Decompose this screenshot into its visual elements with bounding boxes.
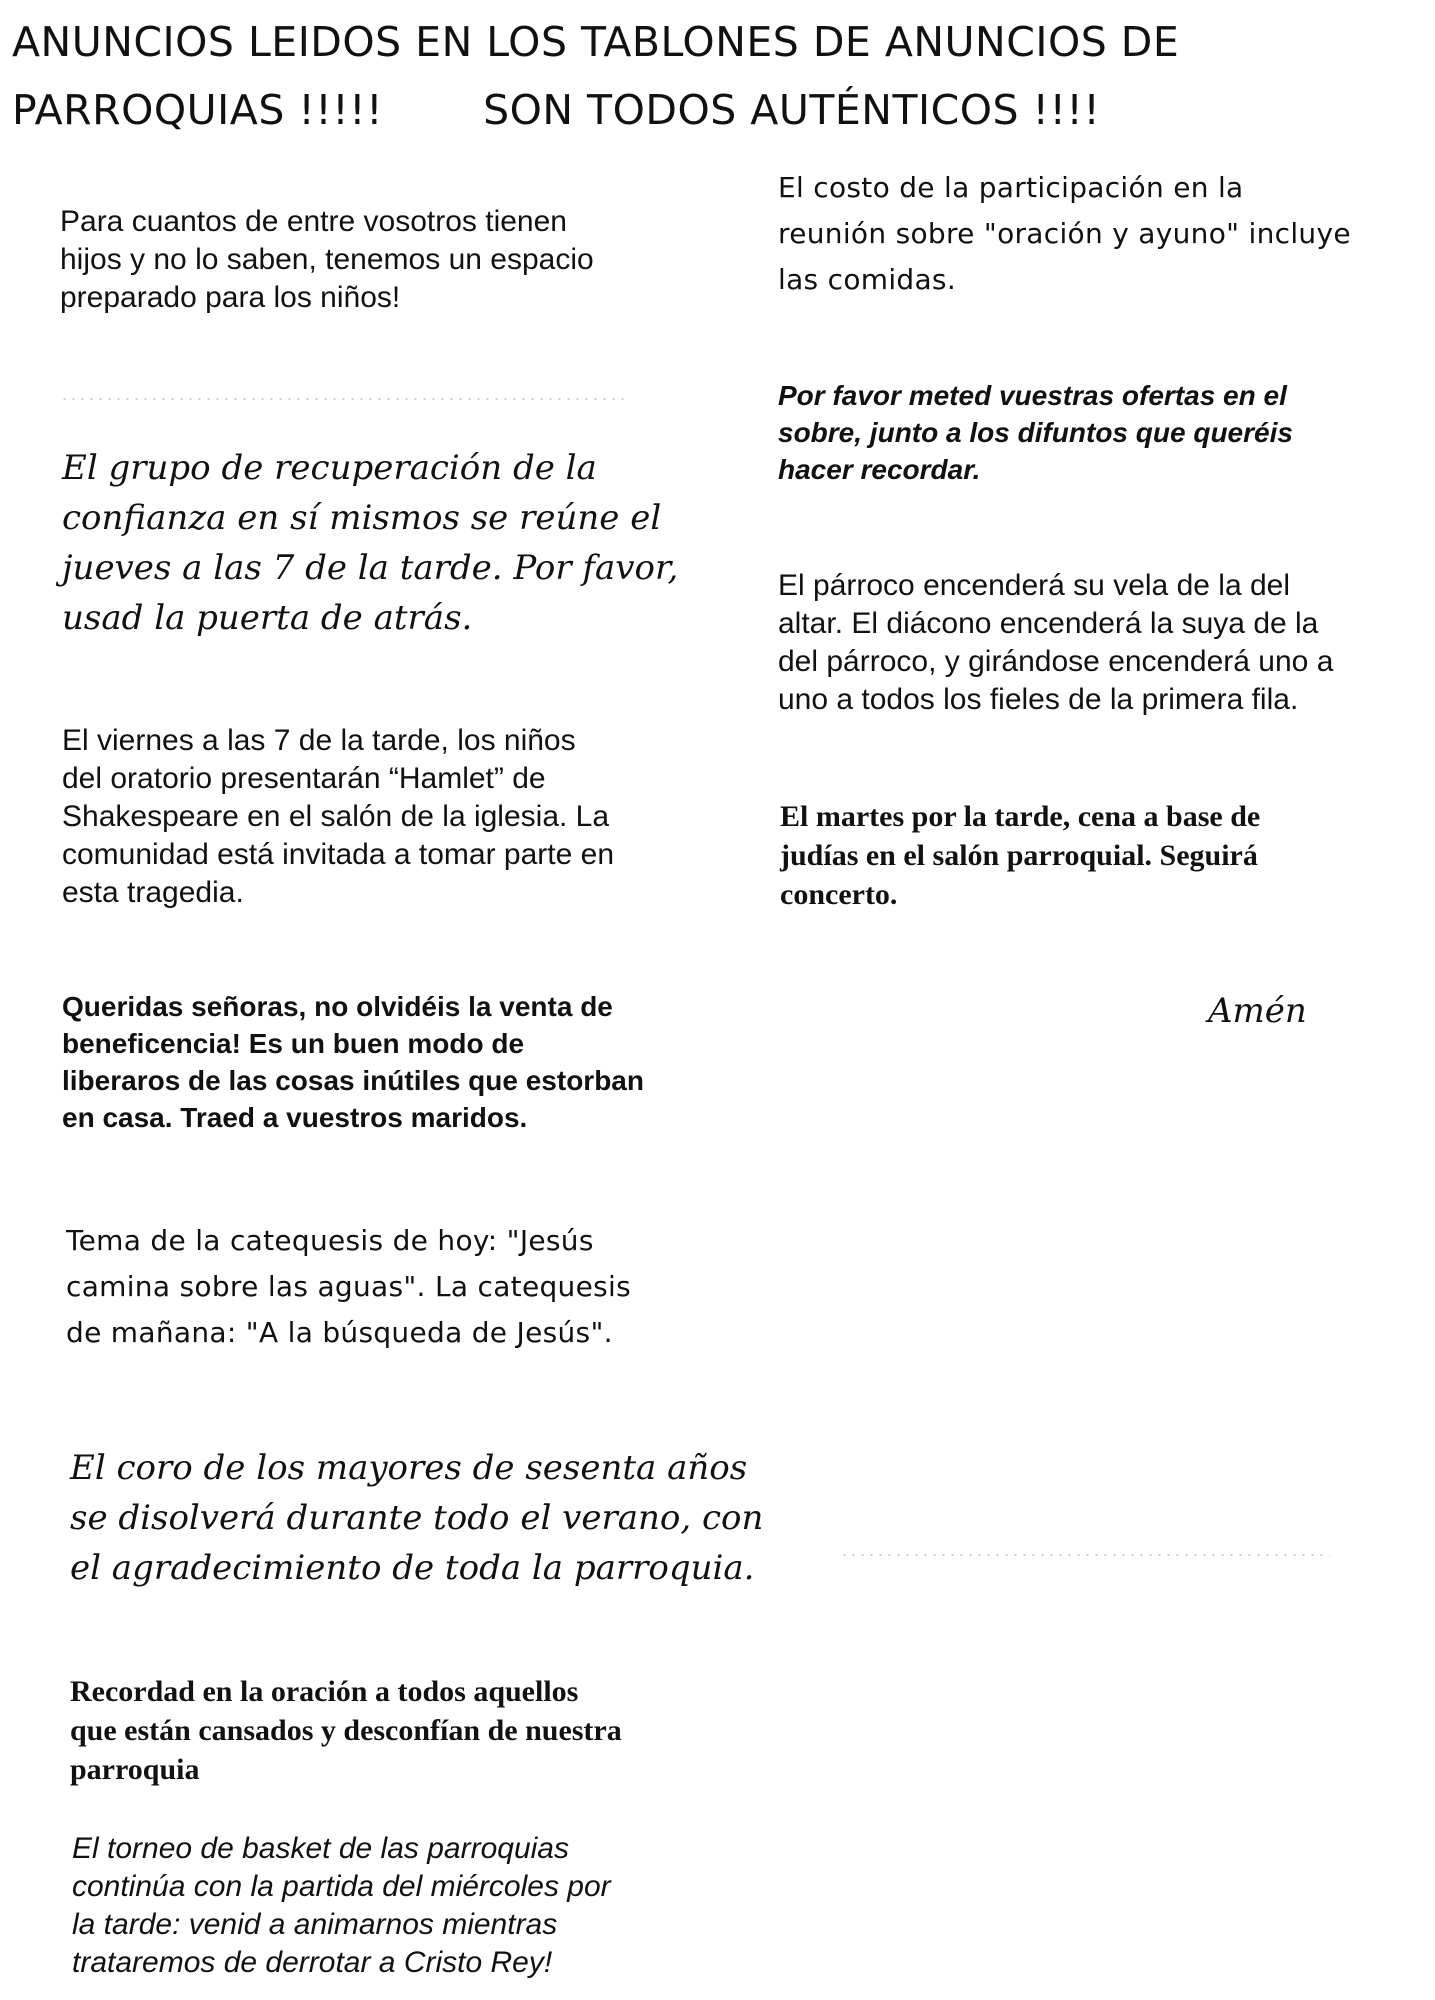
title-line-1: ANUNCIOS LEIDOS EN LOS TABLONES DE ANUNCIOS DE bbox=[12, 18, 1180, 66]
title-line-2a: PARROQUIAS !!!!! bbox=[12, 86, 384, 134]
notice-children-space: Para cuantos de entre vosotros tienen hijos y no lo saben, tenemos un espacio preparado para los niños! bbox=[60, 205, 594, 314]
notice-catechesis: Tema de la catequesis de hoy: "Jesús camina sobre las aguas". La catequesis de mañana: "A la búsqueda de Jesús". bbox=[66, 1224, 631, 1349]
scan-speckle-left bbox=[60, 396, 630, 402]
notice-bean-dinner: El martes por la tarde, cena a base de judías en el salón parroquial. Seguirá concerto. bbox=[780, 800, 1261, 911]
scan-speckle-right bbox=[840, 1552, 1330, 1558]
notice-candles: El párroco encenderá su vela de la del altar. El diácono encenderá la suya de la del párroco, y girándose encenderá uno a uno a todos los fieles de la primera fila. bbox=[778, 569, 1334, 716]
page-title bbox=[12, 8, 1412, 144]
notice-offerings: Por favor meted vuestras ofertas en el sobre, junto a los difuntos que queréis hacer recordar. bbox=[778, 380, 1293, 485]
notice-hamlet: El viernes a las 7 de la tarde, los niños del oratorio presentarán “Hamlet” de Shakespeare en el salón de la iglesia. La comunidad está invitada a tomar parte en esta tragedia. bbox=[62, 724, 614, 909]
notice-basket-tournament: El torneo de basket de las parroquias continúa con la partida del miércoles por la tarde: venid a animarnos mientras trataremos de derrotar a Cristo Rey! bbox=[72, 1832, 611, 1979]
notice-choir: El coro de los mayores de sesenta años se disolverá durante todo el verano, con el agradecimiento de toda la parroquia. bbox=[70, 1448, 764, 1588]
notice-prayer-fasting-cost: El costo de la participación en la reunión sobre "oración y ayuno" incluye las comidas. bbox=[778, 171, 1351, 296]
title-line-2b: SON TODOS AUTÉNTICOS !!!! bbox=[483, 86, 1101, 134]
notice-prayer: Recordad en la oración a todos aquellos que están cansados y desconfían de nuestra parroquia bbox=[70, 1675, 622, 1786]
notice-charity-sale: Queridas señoras, no olvidéis la venta de beneficencia! Es un buen modo de liberaros de las cosas inútiles que estorban en casa. Traed a vuestros maridos. bbox=[62, 991, 644, 1133]
notice-self-confidence-group: El grupo de recuperación de la confianza en sí mismos se reúne el jueves a las 7 de la tarde. Por favor, usad la puerta de atrás. bbox=[62, 448, 679, 638]
closing-amen: Amén bbox=[1208, 991, 1307, 1031]
